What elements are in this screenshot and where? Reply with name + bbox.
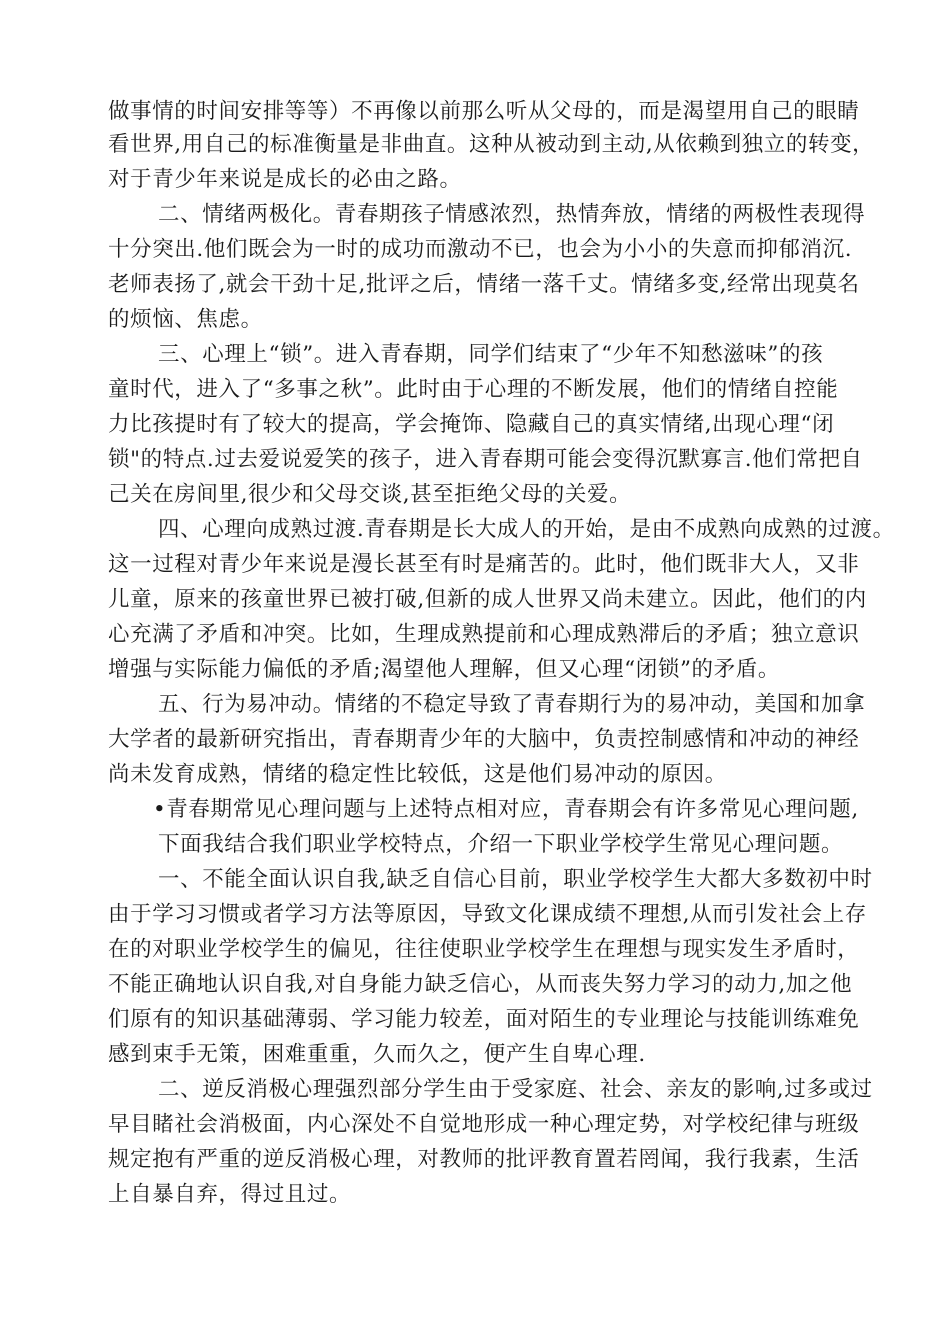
text-line: 由于学习习惯或者学习方法等原因，导致文化课成绩不理想,从而引发社会上存 (108, 902, 867, 927)
text-line: 力比孩提时有了较大的提高，学会掩饰、隐藏自己的真实情绪,出现心理“闭 (108, 412, 835, 437)
text-line: 做事情的时间安排等等）不再像以前那么听从父母的，而是渴望用自己的眼睛 (108, 99, 860, 124)
text-line: 儿童，原来的孩童世界已被打破,但新的成人世界又尚未建立。因此，他们的内 (108, 587, 867, 612)
text-line: 童时代，进入了“多事之秋”。此时由于心理的不断发展，他们的情绪自控能 (108, 377, 839, 402)
text-line: 下面我结合我们职业学校特点，介绍一下职业学校学生常见心理问题。 (158, 832, 844, 857)
text-line: 看世界,用自己的标准衡量是非曲直。这种从被动到主动,从依赖到独立的转变， (108, 132, 875, 157)
paragraph-heading-line: 五、行为易冲动。情绪的不稳定导致了青春期行为的易冲动，美国和加拿 (158, 692, 866, 717)
paragraph-heading-line: 四、心理向成熟过渡.青春期是长大成人的开始，是由不成熟向成熟的过渡。 (158, 517, 895, 542)
text-line: 心充满了矛盾和冲突。比如，生理成熟提前和心理成熟滞后的矛盾；独立意识 (108, 622, 860, 647)
text-line: 的烦恼、焦虑。 (108, 307, 263, 332)
text-line: 对于青少年来说是成长的必由之路。 (108, 167, 462, 192)
text-line: 增强与实际能力偏低的矛盾;渴望他人理解，但又心理“闭锁”的矛盾。 (108, 657, 780, 682)
paragraph-heading-line: 一、不能全面认识自我,缺乏自信心目前，职业学校学生大都大多数初中时 (158, 867, 873, 892)
text-line: 规定抱有严重的逆反消极心理，对教师的批评教育置若罔闻，我行我素，生活 (108, 1147, 860, 1172)
paragraph-heading-line: 二、逆反消极心理强烈部分学生由于受家庭、社会、亲友的影响,过多或过 (158, 1077, 873, 1102)
text-line: 尚未发育成熟，情绪的稳定性比较低，这是他们易冲动的原因。 (108, 762, 727, 787)
text-line: 己关在房间里,很少和父母交谈,甚至拒绝父母的关爱。 (108, 482, 632, 507)
paragraph-heading-line: 三、心理上“锁”。进入青春期，同学们结束了“少年不知愁滋味”的孩 (158, 342, 824, 367)
text-line: 大学者的最新研究指出，青春期青少年的大脑中，负责控制感情和冲动的神经 (108, 727, 860, 752)
text-line: 这一过程对青少年来说是漫长甚至有时是痛苦的。此时，他们既非大人，又非 (108, 552, 860, 577)
text-line: 上自暴自弃，得过且过。 (108, 1182, 352, 1207)
text-line: 锁"的特点.过去爱说爱笑的孩子，进入青春期可能会变得沉默寡言.他们常把自 (108, 447, 863, 472)
text-line: 感到束手无策，困难重重，久而久之，便产生自卑心理. (108, 1042, 646, 1067)
text-line: 在的对职业学校学生的偏见，往往使职业学校学生在理想与现实发生矛盾时， (108, 937, 860, 962)
text-line: 不能正确地认识自我,对自身能力缺乏信心，从而丧失努力学习的动力,加之他 (108, 972, 853, 997)
bullet-line: •青春期常见心理问题与上述特点相对应，青春期会有许多常见心理问题, (153, 797, 859, 822)
text-line: 老师表扬了,就会干劲十足,批评之后，情绪一落千丈。情绪多变,经常出现莫名 (108, 272, 860, 297)
text-line: 们原有的知识基础薄弱、学习能力较差，面对陌生的专业理论与技能训练难免 (108, 1007, 860, 1032)
text-line: 早目睹社会消极面，内心深处不自觉地形成一种心理定势，对学校纪律与班级 (108, 1112, 860, 1137)
text-line: 十分突出.他们既会为一时的成功而激动不已，也会为小小的失意而抑郁消沉. (108, 237, 853, 262)
paragraph-heading-line: 二、情绪两极化。青春期孩子情感浓烈，热情奔放，情绪的两极性表现得 (158, 202, 866, 227)
